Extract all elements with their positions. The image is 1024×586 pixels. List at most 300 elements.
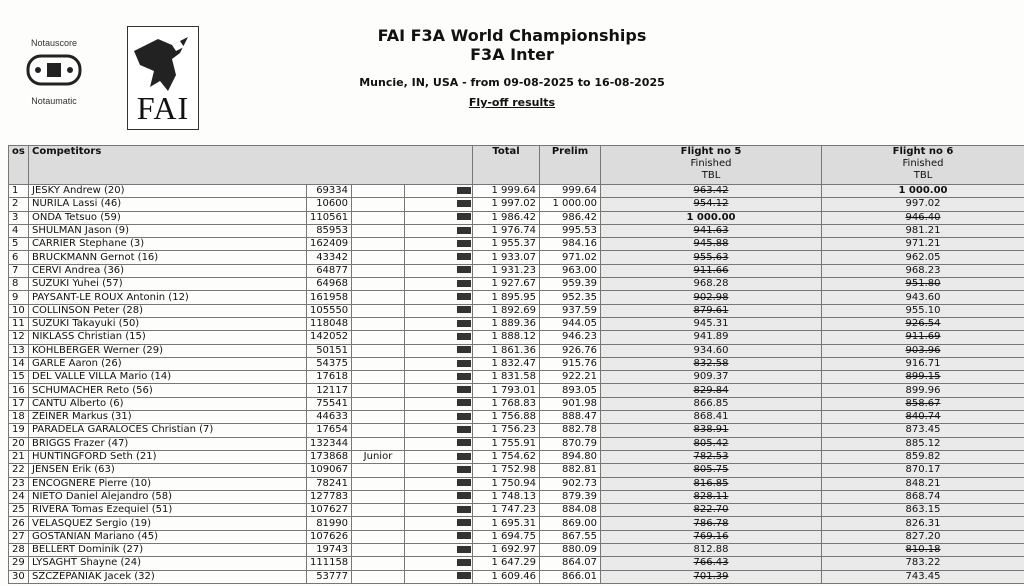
row-nation — [405, 424, 473, 437]
row-total — [473, 278, 540, 291]
row-flight5 — [601, 224, 822, 237]
row-total-text: 1 931.23 — [491, 264, 536, 276]
row-prelim — [540, 557, 601, 570]
row-license-id-text: 173868 — [310, 451, 349, 463]
row-license-id-text: 107627 — [310, 504, 349, 516]
flag-icon — [457, 572, 471, 579]
row-prelim — [540, 450, 601, 463]
event-class: F3A Inter — [470, 45, 554, 64]
col-flight5-status: Finished — [690, 158, 732, 169]
row-total-text: 1 747.23 — [491, 504, 536, 516]
table-row — [9, 437, 1024, 450]
row-name-text: BRIGGS Frazer (47) — [32, 437, 129, 449]
row-total-text: 1 752.98 — [491, 464, 536, 476]
row-flight5-text: 828.11 — [693, 490, 729, 502]
row-name — [29, 517, 307, 530]
row-total-text: 1 756.88 — [491, 411, 536, 423]
row-flight6-text: 997.02 — [905, 198, 941, 210]
row-nation — [405, 357, 473, 370]
flag-icon — [457, 386, 471, 393]
row-category — [352, 557, 405, 570]
table-row — [9, 490, 1024, 503]
row-license-id-text: 54375 — [316, 358, 348, 369]
row-pos — [9, 450, 29, 463]
row-flight6 — [822, 570, 1024, 583]
row-flight6-text: 859.82 — [905, 451, 941, 463]
event-venue: Muncie, IN, USA - from 09-08-2025 to 16-08-2025 — [359, 76, 665, 89]
row-name — [29, 317, 307, 330]
row-total — [473, 504, 540, 517]
table-row — [9, 264, 1024, 277]
row-name-text: JENSEN Erik (63) — [32, 464, 115, 476]
row-prelim-text: 880.09 — [562, 544, 597, 556]
row-total — [473, 344, 540, 357]
row-flight6-text: 743.45 — [905, 570, 941, 582]
row-flight6 — [822, 490, 1024, 503]
row-prelim — [540, 530, 601, 543]
flag-icon — [457, 346, 471, 353]
row-flight6-text: 873.45 — [905, 424, 941, 436]
row-flight5 — [601, 251, 822, 264]
row-pos-text: 1 — [12, 185, 19, 197]
row-nation — [405, 278, 473, 291]
row-category — [352, 397, 405, 410]
row-name — [29, 291, 307, 304]
row-pos — [9, 238, 29, 251]
row-category — [352, 238, 405, 251]
flag-icon — [457, 453, 471, 460]
row-total — [473, 251, 540, 264]
row-total — [473, 185, 540, 198]
row-license-id — [307, 437, 352, 450]
row-prelim-text: 937.59 — [562, 304, 597, 316]
row-flight5 — [601, 185, 822, 198]
row-name — [29, 384, 307, 397]
row-flight6 — [822, 464, 1024, 477]
row-name-text: SZCZEPANIAK Jacek (32) — [32, 570, 155, 582]
row-flight5-text: 968.28 — [693, 278, 729, 290]
row-flight5-text: 766.43 — [693, 557, 729, 569]
flag-icon — [457, 492, 471, 499]
row-name-text: LYSAGHT Shayne (24) — [32, 557, 142, 569]
row-name-text: PAYSANT-LE ROUX Antonin (12) — [32, 291, 189, 303]
row-prelim-text: 922.21 — [562, 371, 597, 383]
row-total — [473, 317, 540, 330]
row-flight5-text: 909.37 — [693, 371, 729, 383]
row-license-id-text: 19743 — [316, 544, 348, 556]
flag-icon — [457, 333, 471, 340]
row-total — [473, 357, 540, 370]
row-flight5-text: 911.66 — [693, 264, 729, 276]
row-prelim-text: 984.16 — [562, 238, 597, 250]
row-name — [29, 304, 307, 317]
row-prelim — [540, 490, 601, 503]
row-name — [29, 557, 307, 570]
row-flight5-text: 805.75 — [693, 464, 729, 476]
row-flight6-text: 783.22 — [905, 557, 941, 569]
row-pos-text: 13 — [12, 344, 25, 356]
row-name-text: SUZUKI Takayuki (50) — [32, 318, 140, 330]
row-pos — [9, 384, 29, 397]
row-pos-text: 22 — [12, 464, 25, 476]
row-prelim — [540, 278, 601, 291]
row-name-text: BRUCKMANN Gernot (16) — [32, 251, 159, 263]
row-category — [352, 331, 405, 344]
row-category — [352, 517, 405, 530]
row-prelim — [540, 357, 601, 370]
row-nation — [405, 490, 473, 503]
table-row — [9, 384, 1024, 397]
row-license-id — [307, 517, 352, 530]
row-total-text: 1 750.94 — [491, 477, 536, 489]
row-category — [352, 198, 405, 211]
table-row — [9, 397, 1024, 410]
row-pos-text: 8 — [12, 278, 19, 290]
col-flight5-tbl: TBL — [701, 170, 721, 181]
row-prelim-text: 864.07 — [562, 557, 597, 569]
row-flight6 — [822, 264, 1024, 277]
row-category — [352, 224, 405, 237]
row-name-text: CARRIER Stephane (3) — [32, 238, 145, 250]
row-pos-text: 5 — [12, 238, 19, 250]
row-license-id — [307, 504, 352, 517]
table-row — [9, 570, 1024, 583]
flag-icon — [457, 559, 471, 566]
row-license-id-text: 162409 — [310, 238, 349, 250]
row-category — [352, 344, 405, 357]
row-prelim-text: 995.53 — [562, 225, 597, 237]
table-row — [9, 450, 1024, 463]
row-flight6-text: 810.18 — [905, 544, 941, 556]
row-license-id-text: 53777 — [316, 570, 348, 582]
row-license-id — [307, 344, 352, 357]
row-name-text: NIETO Daniel Alejandro (58) — [32, 490, 173, 502]
row-pos — [9, 371, 29, 384]
row-total-text: 1 768.83 — [491, 397, 536, 409]
flag-icon — [457, 373, 471, 380]
row-prelim — [540, 317, 601, 330]
row-name-text: SCHUMACHER Reto (56) — [32, 384, 153, 396]
row-flight5 — [601, 437, 822, 450]
row-flight6 — [822, 317, 1024, 330]
table-row — [9, 477, 1024, 490]
row-license-id-text: 10600 — [316, 198, 348, 210]
table-row — [9, 344, 1024, 357]
row-flight5-text: 902.98 — [693, 291, 729, 303]
table-row — [9, 251, 1024, 264]
row-license-id-text: 127783 — [310, 490, 349, 502]
row-license-id-text: 12117 — [316, 384, 348, 396]
row-nation — [405, 477, 473, 490]
row-total-text: 1 889.36 — [491, 318, 536, 330]
row-pos-text: 20 — [12, 437, 25, 449]
row-name — [29, 357, 307, 370]
row-prelim — [540, 570, 601, 583]
row-license-id — [307, 397, 352, 410]
row-total — [473, 477, 540, 490]
row-total-text: 1 754.62 — [491, 451, 536, 463]
flag-icon — [457, 213, 471, 220]
row-name — [29, 450, 307, 463]
row-flight5 — [601, 384, 822, 397]
row-prelim-text: 946.23 — [562, 331, 597, 343]
row-license-id — [307, 424, 352, 437]
row-pos — [9, 264, 29, 277]
row-pos-text: 14 — [12, 358, 25, 369]
row-pos — [9, 504, 29, 517]
row-flight5-text: 701.39 — [693, 570, 729, 582]
row-flight5-text: 868.41 — [693, 411, 729, 423]
row-pos-text: 3 — [12, 211, 19, 223]
row-category — [352, 570, 405, 583]
col-total: Total — [473, 146, 540, 185]
row-flight5-text: 963.42 — [693, 185, 729, 197]
row-name-text: BELLERT Dominik (27) — [32, 544, 144, 556]
row-total — [473, 530, 540, 543]
row-nation — [405, 504, 473, 517]
row-license-id-text: 64877 — [316, 264, 348, 276]
row-name — [29, 251, 307, 264]
row-pos-text: 19 — [12, 424, 25, 436]
row-license-id-text: 111158 — [310, 557, 349, 569]
row-prelim-text: 971.02 — [562, 251, 597, 263]
row-total — [473, 304, 540, 317]
row-flight6 — [822, 397, 1024, 410]
row-flight5-text: 879.61 — [693, 304, 729, 316]
row-flight5-text: 805.42 — [693, 437, 729, 449]
table-row — [9, 291, 1024, 304]
row-prelim — [540, 411, 601, 424]
row-total-text: 1 888.12 — [491, 331, 536, 343]
row-name — [29, 530, 307, 543]
row-name — [29, 331, 307, 344]
row-total-text: 1 748.13 — [491, 490, 536, 502]
row-name — [29, 344, 307, 357]
row-category — [352, 291, 405, 304]
row-category — [352, 490, 405, 503]
row-category — [352, 264, 405, 277]
row-license-id-text: 75541 — [316, 397, 348, 409]
row-category — [352, 384, 405, 397]
row-nation — [405, 570, 473, 583]
row-prelim-text: 869.00 — [562, 517, 597, 529]
row-flight6 — [822, 185, 1024, 198]
row-flight5 — [601, 411, 822, 424]
row-nation — [405, 344, 473, 357]
row-total — [473, 331, 540, 344]
row-prelim — [540, 251, 601, 264]
row-license-id-text: 85953 — [316, 225, 348, 237]
row-flight5-text: 955.63 — [693, 251, 729, 263]
row-flight5 — [601, 477, 822, 490]
row-category — [352, 357, 405, 370]
col-flight6 — [822, 146, 1024, 185]
row-flight6-text: 951.80 — [905, 278, 941, 290]
row-nation — [405, 198, 473, 211]
flag-icon — [457, 187, 471, 194]
row-pos — [9, 477, 29, 490]
row-prelim-text: 870.79 — [562, 437, 597, 449]
row-license-id — [307, 251, 352, 264]
table-row — [9, 304, 1024, 317]
row-prelim — [540, 424, 601, 437]
row-pos — [9, 304, 29, 317]
row-prelim-text: 894.80 — [562, 451, 597, 463]
row-flight6-text: 903.96 — [905, 344, 941, 356]
row-prelim — [540, 384, 601, 397]
row-pos — [9, 544, 29, 557]
row-flight6-text: 899.15 — [905, 371, 941, 383]
row-total — [473, 371, 540, 384]
row-license-id — [307, 530, 352, 543]
row-license-id-text: 142052 — [310, 331, 349, 343]
row-flight6 — [822, 211, 1024, 224]
row-flight5-text: 934.60 — [693, 344, 729, 356]
row-flight6-text: 826.31 — [905, 517, 941, 529]
row-total — [473, 411, 540, 424]
row-category — [352, 437, 405, 450]
table-row — [9, 530, 1024, 543]
row-prelim — [540, 331, 601, 344]
row-name-text: GOSTANIAN Mariano (45) — [32, 530, 159, 542]
row-flight5-text: 945.31 — [693, 318, 729, 330]
flag-icon — [457, 227, 471, 234]
row-total-text: 1 793.01 — [491, 384, 536, 396]
col-flight5 — [601, 146, 822, 185]
row-category — [352, 251, 405, 264]
row-flight5-text: 786.78 — [693, 517, 729, 529]
row-license-id-text: 64968 — [316, 278, 348, 290]
row-license-id — [307, 544, 352, 557]
table-row — [9, 278, 1024, 291]
row-total — [473, 198, 540, 211]
row-total-text: 1 756.23 — [491, 424, 536, 436]
row-total-text: 1 997.02 — [491, 198, 536, 210]
row-name — [29, 198, 307, 211]
row-name-text: KOHLBERGER Werner (29) — [32, 344, 163, 356]
row-name — [29, 185, 307, 198]
row-name-text: HUNTINGFORD Seth (21) — [32, 451, 157, 463]
row-pos-text: 28 — [12, 544, 25, 556]
row-pos-text: 18 — [12, 411, 25, 423]
row-pos — [9, 344, 29, 357]
row-nation — [405, 450, 473, 463]
row-pos — [9, 437, 29, 450]
row-total-text: 1 861.36 — [491, 344, 536, 356]
row-flight6-text: 858.67 — [905, 397, 941, 409]
row-pos-text: 9 — [12, 291, 19, 303]
row-category — [352, 211, 405, 224]
row-total-text: 1 832.47 — [491, 358, 536, 369]
row-nation — [405, 384, 473, 397]
row-name-text: ZEINER Markus (31) — [32, 411, 132, 423]
row-flight6-text: 870.17 — [905, 464, 941, 476]
row-flight6 — [822, 544, 1024, 557]
row-flight6 — [822, 291, 1024, 304]
row-name-text: VELASQUEZ Sergio (19) — [32, 517, 152, 529]
row-category — [352, 411, 405, 424]
row-total — [473, 544, 540, 557]
row-pos-text: 23 — [12, 477, 25, 489]
row-prelim — [540, 504, 601, 517]
row-category — [352, 185, 405, 198]
row-flight6-text: 868.74 — [905, 490, 941, 502]
row-name-text: GARLE Aaron (26) — [32, 358, 122, 369]
row-flight6 — [822, 278, 1024, 291]
row-pos — [9, 424, 29, 437]
row-nation — [405, 371, 473, 384]
row-license-id-text: 161958 — [310, 291, 349, 303]
row-flight5 — [601, 238, 822, 251]
row-total — [473, 437, 540, 450]
row-total — [473, 238, 540, 251]
row-prelim — [540, 185, 601, 198]
row-prelim — [540, 437, 601, 450]
flag-icon — [457, 532, 471, 539]
row-nation — [405, 291, 473, 304]
row-prelim-text: 888.47 — [562, 411, 597, 423]
row-nation — [405, 544, 473, 557]
row-name-text: NIKLASS Christian (15) — [32, 331, 146, 343]
row-category-text: Junior — [363, 451, 393, 463]
row-pos — [9, 317, 29, 330]
row-prelim — [540, 371, 601, 384]
row-flight6 — [822, 424, 1024, 437]
row-total-text: 1 694.75 — [491, 530, 536, 542]
row-license-id — [307, 490, 352, 503]
row-pos — [9, 291, 29, 304]
row-category — [352, 477, 405, 490]
row-license-id-text: 107626 — [310, 530, 349, 542]
flag-icon — [457, 479, 471, 486]
row-pos — [9, 517, 29, 530]
row-pos — [9, 557, 29, 570]
row-name-text: SHULMAN Jason (9) — [32, 225, 129, 237]
row-license-id-text: 17654 — [316, 424, 348, 436]
flag-icon — [457, 200, 471, 207]
row-prelim — [540, 211, 601, 224]
row-license-id-text: 43342 — [316, 251, 348, 263]
row-license-id-text: 118048 — [310, 318, 349, 330]
row-prelim — [540, 198, 601, 211]
row-prelim-text: 879.39 — [562, 490, 597, 502]
row-flight6 — [822, 384, 1024, 397]
row-flight6 — [822, 304, 1024, 317]
row-nation — [405, 557, 473, 570]
row-flight6 — [822, 504, 1024, 517]
row-name — [29, 437, 307, 450]
flag-icon — [457, 306, 471, 313]
row-category — [352, 371, 405, 384]
row-license-id-text: 132344 — [310, 437, 349, 449]
row-category — [352, 464, 405, 477]
row-flight5-text: 832.58 — [693, 358, 729, 369]
flag-icon — [457, 293, 471, 300]
row-category — [352, 304, 405, 317]
row-prelim — [540, 291, 601, 304]
row-flight6-text: 848.21 — [905, 477, 941, 489]
row-prelim-text: 952.35 — [562, 291, 597, 303]
row-total-text: 1 933.07 — [491, 251, 536, 263]
flag-icon — [457, 413, 471, 420]
row-name — [29, 570, 307, 583]
row-nation — [405, 331, 473, 344]
row-pos-text: 17 — [12, 397, 25, 409]
table-row — [9, 331, 1024, 344]
table-row — [9, 224, 1024, 237]
row-license-id — [307, 411, 352, 424]
col-competitors: Competitors — [29, 146, 473, 185]
